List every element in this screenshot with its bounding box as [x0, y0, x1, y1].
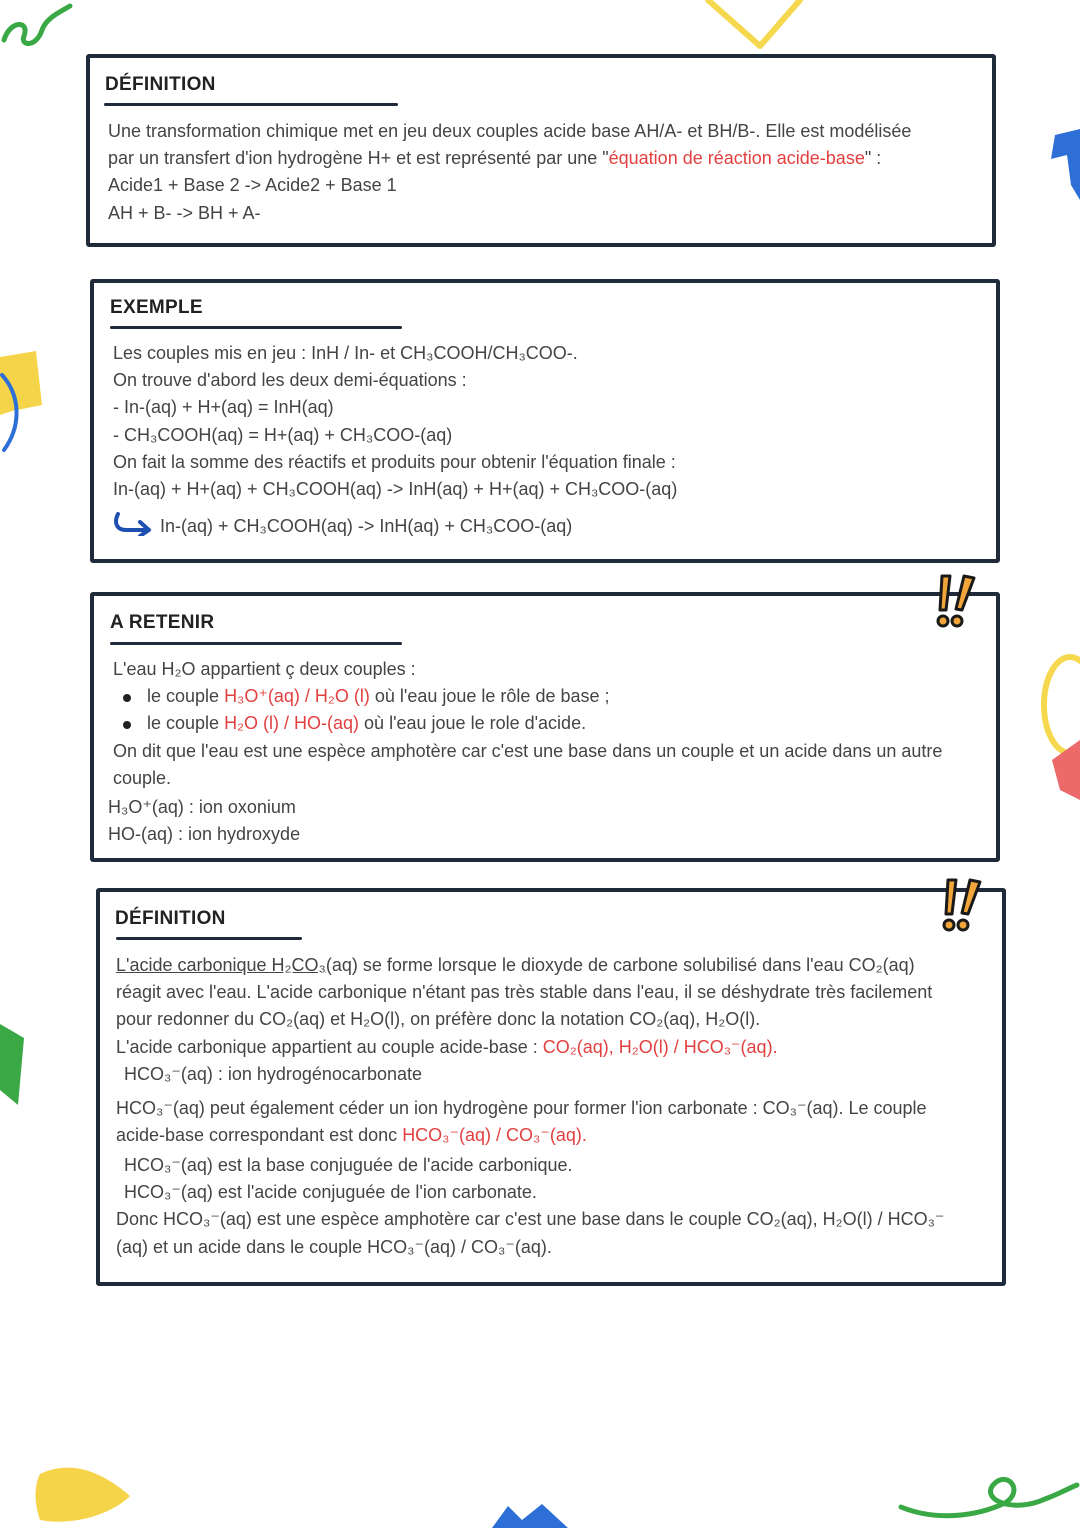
text-line: Acide1 + Base 2 -> Acide2 + Base 1: [108, 175, 397, 196]
text-line: couple.: [113, 767, 172, 788]
decor-yellow-heart-top: [700, 0, 810, 50]
decor-yellow-shape-bottom-left: [30, 1460, 140, 1528]
text-line: Les couples mis en jeu : InH / In- et CH₃COOH/CH₃COO-.: [113, 343, 578, 363]
text-line: - CH₃COOH(aq) = H+(aq) + CH₃COO-(aq): [113, 424, 453, 445]
text-line: H₃O⁺(aq) : ion oxonium: [108, 797, 296, 817]
highlighted-couple: CO₂(aq), H₂O(l) / HCO₃⁻(aq).: [542, 1036, 778, 1057]
box-content-2: [116, 1095, 927, 1149]
double-exclamation-icon: [934, 874, 996, 936]
bullet-item: [113, 683, 942, 710]
box-title: EXEMPLE: [110, 297, 203, 318]
text-line: HCO₃⁻(aq) est la base conjuguée de l'acide carbonique.: [124, 1155, 573, 1175]
text-line: L'eau H₂O appartient ç deux couples :: [113, 659, 416, 679]
text-span: le couple: [147, 686, 225, 707]
box-title: DÉFINITION: [115, 908, 226, 929]
text-line: (aq) et un acide dans le couple HCO₃⁻(aq) / CO₃⁻(aq).: [116, 1236, 552, 1257]
decor-blue-shape-bottom: [488, 1500, 578, 1528]
curl-arrow-icon: [112, 510, 154, 536]
text-line: [116, 1122, 927, 1149]
box-content-3: [116, 1152, 944, 1261]
text-line: [108, 145, 911, 172]
title-underline: [110, 642, 402, 645]
text-line: HCO₃⁻(aq) est l'acide conjuguée de l'ion carbonate.: [124, 1182, 537, 1203]
decor-green-shape-left: [0, 1020, 30, 1110]
text-line: HO-(aq) : ion hydroxyde: [108, 824, 301, 845]
title-underline: [104, 103, 398, 106]
text-line: Une transformation chimique met en jeu deux couples acide base AH/A- et BH/B-. Elle est modélisée: [108, 121, 912, 141]
text-line: HCO₃⁻(aq) : ion hydrogénocarbonate: [124, 1063, 422, 1084]
box-content: [116, 952, 932, 1088]
box-content: [113, 656, 942, 792]
title-underline: [110, 326, 402, 329]
double-exclamation-icon: [928, 570, 990, 632]
text-line: pour redonner du CO₂(aq) et H₂O(l), on préfère donc la notation CO₂(aq), H₂O(l).: [116, 1009, 761, 1030]
highlighted-couple: HCO₃⁻(aq) / CO₃⁻(aq).: [402, 1125, 587, 1146]
text-line: HCO₃⁻(aq) peut également céder un ion hydrogène pour former l'ion carbonate : CO₃⁻(aq). Le couple: [116, 1098, 927, 1118]
text-line: On dit que l'eau est une espèce amphotère car c'est une base dans un couple et un acide dans un autre: [113, 740, 943, 761]
highlighted-couple: H₂O (l) / HO-(aq): [224, 713, 360, 734]
result-line: [160, 513, 572, 540]
text-line: AH + B- -> BH + A-: [108, 202, 261, 223]
text-line: Donc HCO₃⁻(aq) est une espèce amphotère car c'est une base dans le couple CO₂(aq), H₂O(l) / HCO₃⁻: [116, 1209, 945, 1230]
title-underline: [116, 937, 302, 940]
box-content-ions: [108, 794, 300, 848]
text-span: (aq) se forme lorsque le dioxyde de carbone solubilisé dans l'eau CO₂(aq): [325, 955, 915, 975]
box-content: [113, 340, 677, 503]
text-span: le couple: [147, 713, 225, 734]
decor-blue-shape-right: [1045, 125, 1080, 205]
text-line: [116, 952, 932, 979]
text-span: acide-base correspondant est donc: [116, 1125, 403, 1146]
text-line: In-(aq) + CH₃COOH(aq) -> InH(aq) + CH₃COO-(aq): [160, 516, 573, 536]
decor-green-squiggle-top-left: [0, 0, 80, 60]
text-span: L'acide carbonique appartient au couple acide-base :: [116, 1036, 543, 1057]
decor-yellow-shape-left: [0, 345, 45, 455]
box-title: A RETENIR: [110, 612, 215, 633]
decor-yellow-red-shape-right: [1030, 650, 1080, 810]
text-span: où l'eau joue le role d'acide.: [359, 713, 587, 734]
text-line: réagit avec l'eau. L'acide carbonique n'étant pas très stable dans l'eau, il se déshydrate très facilement: [116, 982, 933, 1003]
text-line: On trouve d'abord les deux demi-équations :: [113, 370, 467, 391]
box-content: [108, 118, 911, 227]
box-title: DÉFINITION: [105, 74, 216, 95]
highlighted-couple: H₃O⁺(aq) / H₂O (l): [224, 686, 370, 707]
text-span: où l'eau joue le rôle de base ;: [369, 686, 610, 707]
highlighted-term: équation de réaction acide-base: [608, 148, 865, 169]
text-line: [116, 1034, 932, 1061]
text-line: - In-(aq) + H+(aq) = InH(aq): [113, 397, 334, 418]
decor-green-squiggle-bottom-right: [895, 1455, 1080, 1528]
text-span: par un transfert d'ion hydrogène H+ et est représenté par une ": [108, 148, 609, 169]
text-line: On fait la somme des réactifs et produits pour obtenir l'équation finale :: [113, 451, 676, 472]
bullet-item: [113, 710, 942, 737]
text-span: " :: [864, 148, 882, 169]
text-line: In-(aq) + H+(aq) + CH₃COOH(aq) -> InH(aq) + H+(aq) + CH₃COO-(aq): [113, 479, 678, 500]
underlined-term: L'acide carbonique H₂CO₃: [116, 955, 326, 975]
